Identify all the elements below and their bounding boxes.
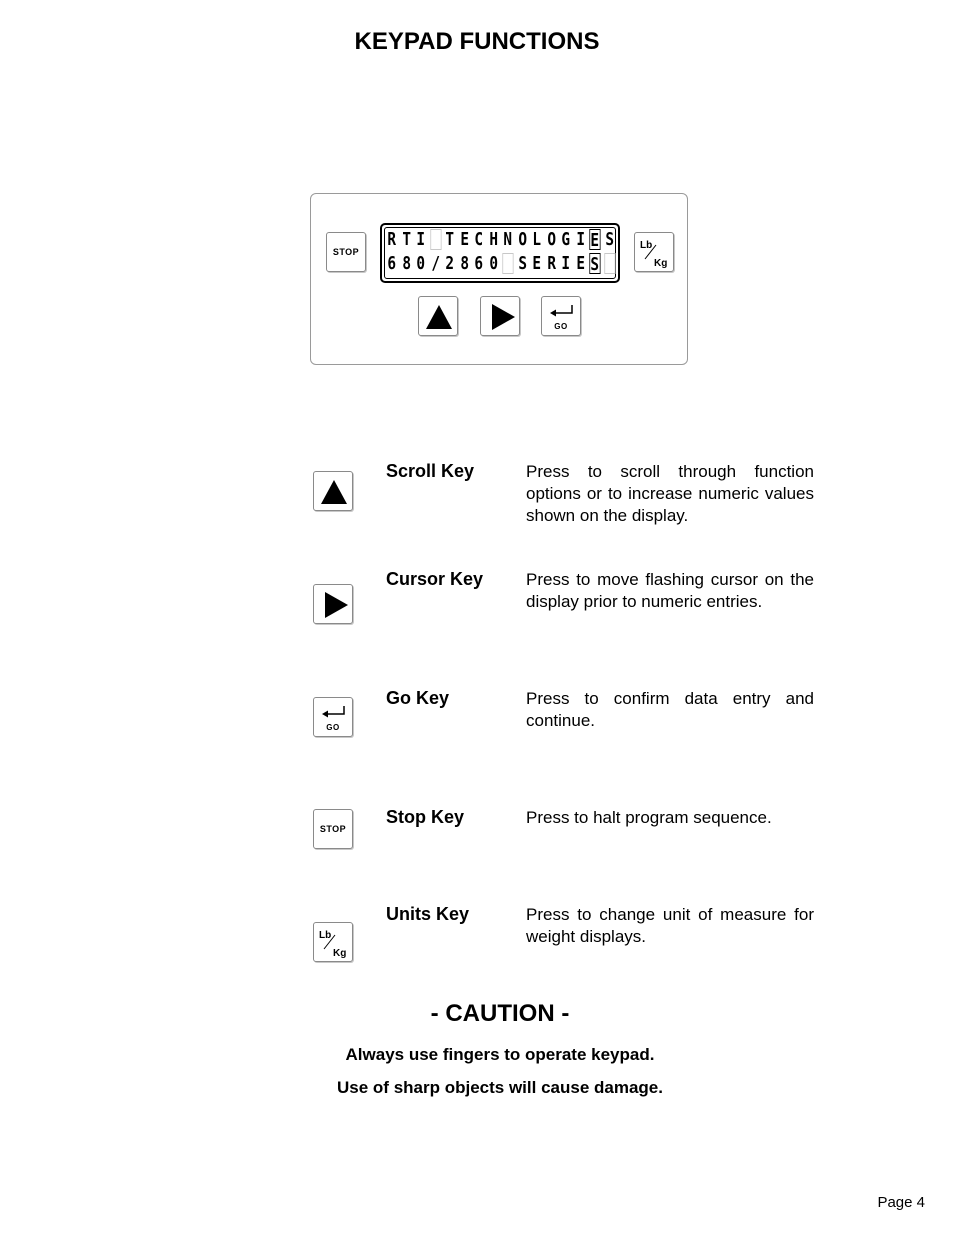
caution-line-2: Use of sharp objects will cause damage. (337, 1078, 663, 1097)
lcd-char: E (575, 253, 585, 274)
lcd-char: 8 (459, 253, 469, 274)
lcd-char: 6 (474, 253, 484, 274)
svg-text:Lb: Lb (640, 240, 653, 251)
stop-key-description: Press to halt program sequence. (526, 808, 772, 827)
stop-key-name: Stop Key (386, 807, 465, 827)
page-title: KEYPAD FUNCTIONS (354, 28, 600, 55)
lcd-char: O (546, 229, 556, 250)
lcd-char: S (517, 253, 527, 274)
lcd-char: 6 (387, 253, 397, 274)
page-number: Page 4 (877, 1194, 925, 1211)
lcd-char: 8 (401, 253, 411, 274)
lcd-char (430, 229, 441, 250)
lcd-char: S (590, 254, 600, 275)
panel-cursor-button[interactable] (480, 296, 520, 336)
lcd-char: E (459, 229, 469, 250)
units-key-description: Press to change unit of measure for weight displays. (526, 905, 814, 946)
panel-units-button[interactable] (634, 232, 674, 272)
stop-label: STOP (332, 247, 360, 257)
enter-arrow-icon (542, 297, 582, 337)
go-key-description: Press to confirm data entry and continue. (526, 689, 814, 730)
scroll-up-icon (321, 480, 347, 504)
cursor-key-button[interactable] (313, 584, 353, 624)
lcd-char: C (474, 229, 484, 250)
lcd-char: I (561, 253, 571, 274)
keypad-panel (310, 193, 688, 365)
cursor-key-name: Cursor Key (386, 569, 484, 589)
lcd-char: S (604, 229, 614, 250)
scroll-up-icon (426, 305, 452, 329)
scroll-key-button[interactable] (313, 471, 353, 511)
lcd-display (380, 223, 620, 283)
lcd-char: T (445, 229, 455, 250)
lcd-char (604, 253, 615, 274)
caution-line-1: Always use fingers to operate keypad. (345, 1045, 655, 1064)
go-label: GO (326, 723, 340, 732)
lcd-char: R (387, 229, 397, 250)
go-key-button[interactable] (313, 697, 353, 737)
lb-kg-icon (314, 923, 354, 963)
lcd-char: G (561, 229, 571, 250)
lcd-line-1 (385, 229, 616, 250)
svg-text:Kg: Kg (333, 948, 347, 959)
lcd-char: L (532, 229, 542, 250)
units-key-name: Units Key (386, 904, 470, 924)
lcd-char: O (517, 229, 527, 250)
lcd-char: N (503, 229, 513, 250)
lcd-line-2 (385, 253, 616, 274)
lcd-char: T (401, 229, 411, 250)
svg-text:Kg: Kg (654, 258, 668, 269)
go-label: GO (554, 322, 568, 331)
lcd-char: H (488, 229, 498, 250)
lcd-char: 0 (416, 253, 426, 274)
stop-key-button[interactable] (313, 809, 353, 849)
scroll-key-description: Press to scroll through function options or to increase numeric values shown on the display. (526, 462, 814, 525)
cursor-key-description: Press to move flashing cursor on the display prior to numeric entries. (526, 570, 814, 611)
caution-title: - CAUTION - (430, 1000, 570, 1027)
panel-scroll-button[interactable] (418, 296, 458, 336)
lb-kg-icon (635, 233, 675, 273)
stop-label: STOP (319, 824, 347, 834)
cursor-right-icon (492, 304, 515, 330)
enter-arrow-icon (314, 698, 354, 738)
scroll-key-name: Scroll Key (386, 461, 475, 481)
lcd-char: R (546, 253, 556, 274)
svg-text:Lb: Lb (319, 930, 332, 941)
units-key-button[interactable] (313, 922, 353, 962)
lcd-char: I (575, 229, 585, 250)
panel-stop-button[interactable] (326, 232, 366, 272)
lcd-char: 2 (445, 253, 455, 274)
lcd-char: / (430, 253, 440, 274)
cursor-right-icon (325, 592, 348, 618)
panel-go-button[interactable] (541, 296, 581, 336)
lcd-char: 0 (488, 253, 498, 274)
lcd-char (502, 253, 513, 274)
lcd-char: E (590, 230, 600, 251)
lcd-char: I (416, 229, 426, 250)
go-key-name: Go Key (386, 688, 450, 708)
lcd-char: E (532, 253, 542, 274)
